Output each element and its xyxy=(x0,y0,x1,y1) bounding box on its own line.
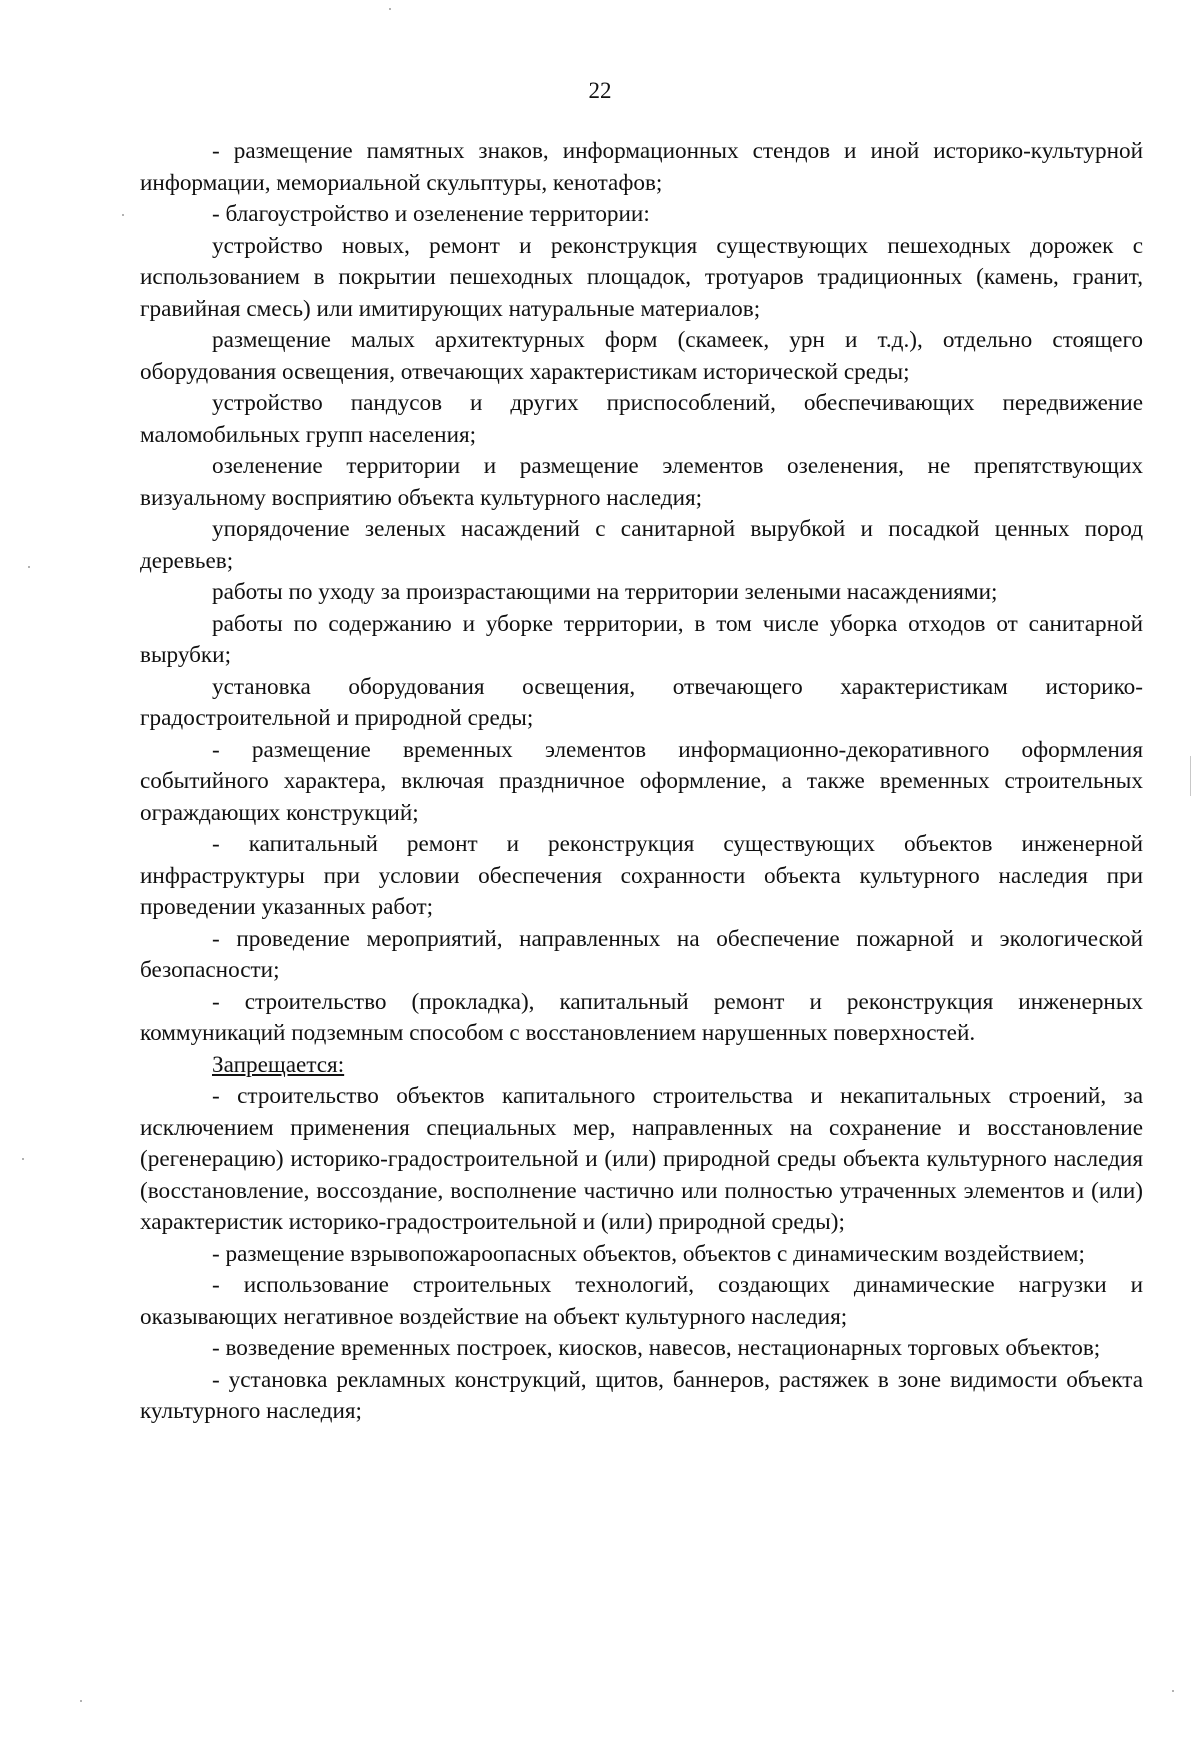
permitted-subitem: устройство новых, ремонт и реконструкция существующих пешеходных дорожек с использованием в покрытии пешеходных площадок, тротуаров традиционных (камень, гранит, гравийная смесь) или имитирующих натуральные материалов; xyxy=(140,232,1143,322)
scan-speck xyxy=(389,8,391,10)
prohibited-item: - размещение взрывопожароопасных объектов, объектов с динамическим воздействием; xyxy=(212,1240,1085,1267)
permitted-subitem: установка оборудования освещения, отвечающего характеристикам историко-градостроительной и природной среды; xyxy=(140,673,1143,731)
permitted-subitem: упорядочение зеленых насаждений с санитарной вырубкой и посадкой ценных пород деревьев; xyxy=(140,516,1143,574)
permitted-item: - строительство (прокладка), капитальный ремонт и реконструкция инженерных коммуникаций подземным способом с восстановлением нарушенных поверхностей. xyxy=(140,988,1143,1046)
prohibited-item: - строительство объектов капитального строительства и некапитальных строений, за исключением применения специальных мер, направленных на сохранение и восстановление (регенерацию) историко-градостроительной и (или) природной среды объекта культурного наследия (восстановление, воссоздание, восполнение частично или полностью утраченных элементов и (или) характеристик историко-градостроительной и (или) природной среды); xyxy=(140,1083,1143,1235)
permitted-item: - проведение мероприятий, направленных на обеспечение пожарной и экологической безопасности; xyxy=(140,925,1143,983)
permitted-item: - благоустройство и озеленение территории: xyxy=(212,201,650,227)
permitted-subitem: устройство пандусов и других приспособлений, обеспечивающих передвижение маломобильных групп населения; xyxy=(140,390,1143,448)
permitted-subitem: озеленение территории и размещение элементов озеленения, не препятствующих визуальному восприятию объекта культурного наследия; xyxy=(140,453,1143,511)
permitted-item: - размещение памятных знаков, информационных стендов и иной историко-культурной информации, мемориальной скульптуры, кенотафов; xyxy=(140,138,1143,196)
prohibited-item: - возведение временных построек, киосков, навесов, нестационарных торговых объектов; xyxy=(212,1335,1101,1361)
scan-speck xyxy=(1172,1690,1174,1692)
document-body xyxy=(140,136,1143,1428)
permitted-subitem: работы по уходу за произрастающими на территории зелеными насаждениями; xyxy=(212,579,998,605)
permitted-subitem: размещение малых архитектурных форм (скамеек, урн и т.д.), отдельно стоящего оборудования освещения, отвечающих характеристикам исторической среды; xyxy=(140,327,1143,385)
scan-speck xyxy=(22,1158,24,1160)
prohibited-heading-text: Запрещается: xyxy=(212,1051,345,1078)
scan-speck xyxy=(28,566,30,568)
prohibited-item: - использование строительных технологий, создающих динамические нагрузки и оказывающих негативное воздействие на объект культурного наследия; xyxy=(140,1272,1143,1330)
prohibited-heading xyxy=(140,1050,1143,1082)
scan-speck xyxy=(122,214,124,216)
page-number: 22 xyxy=(588,78,612,103)
prohibited-item: - установка рекламных конструкций, щитов, баннеров, растяжек в зоне видимости объекта культурного наследия; xyxy=(140,1366,1143,1424)
permitted-item: - размещение временных элементов информационно-декоративного оформления событийного характера, включая праздничное оформление, а также временных строительных ограждающих конструкций; xyxy=(140,736,1143,826)
permitted-item: - капитальный ремонт и реконструкция существующих объектов инженерной инфраструктуры при условии обеспечения сохранности объекта культурного наследия при проведении указанных работ; xyxy=(140,831,1143,920)
scan-edge-mark xyxy=(1190,756,1191,796)
scan-speck xyxy=(80,1700,82,1702)
permitted-subitem: работы по содержанию и уборке территории, в том числе уборка отходов от санитарной вырубки; xyxy=(140,610,1143,668)
